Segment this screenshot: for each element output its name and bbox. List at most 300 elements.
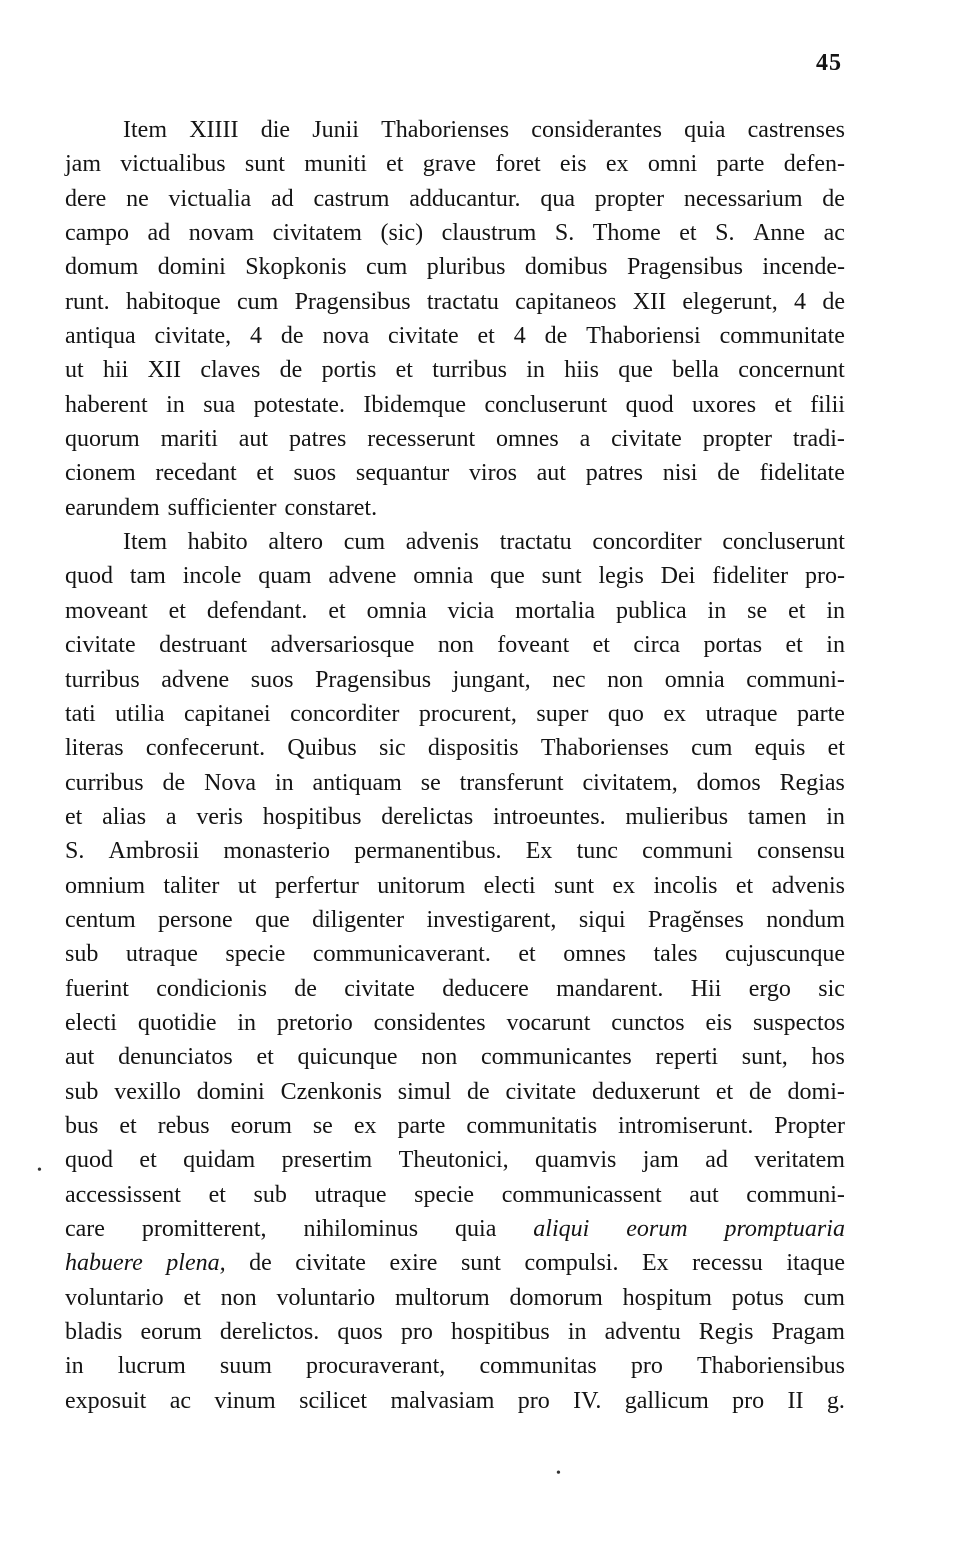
text-line (65, 1281, 845, 1315)
word: utraque (314, 1181, 387, 1208)
word: cionem (65, 460, 136, 487)
word: electi (483, 872, 536, 899)
word: aut (689, 1181, 719, 1208)
word: de (544, 323, 568, 350)
word: et (208, 1181, 226, 1208)
text-line (65, 731, 845, 765)
text-line (65, 834, 845, 868)
word: derelictas (381, 803, 474, 830)
word: de (279, 357, 303, 384)
word: Pragam (771, 1319, 845, 1346)
word: et (168, 597, 186, 624)
word: et (518, 941, 536, 968)
word: diligenter (312, 906, 405, 933)
word: se (420, 769, 441, 796)
word: ac (823, 220, 845, 247)
word: turribus (432, 357, 507, 384)
word: unitorum (377, 872, 466, 899)
word: tamen (747, 803, 807, 830)
word: omnes (563, 941, 626, 968)
word: in (707, 597, 727, 624)
word: tunc (576, 838, 618, 865)
word: et (256, 460, 274, 487)
word: multorum (394, 1284, 490, 1311)
word: scilicet (299, 1387, 368, 1414)
word: de (162, 769, 186, 796)
text-line (65, 1384, 845, 1418)
text-line (65, 1246, 845, 1280)
word: tradi- (792, 426, 845, 453)
word: habito (187, 529, 248, 556)
word: adventu (604, 1319, 681, 1346)
word: simul (397, 1078, 452, 1105)
text-line (65, 250, 845, 284)
word: Junii (312, 117, 359, 143)
word: aliqui (533, 1216, 590, 1242)
word: communicaverant. (312, 941, 491, 968)
word: jungant, (452, 666, 531, 693)
word: Czenkonis (280, 1078, 382, 1105)
word: omnium (65, 872, 146, 899)
word: et (788, 597, 806, 624)
word: considerantes (531, 117, 662, 143)
word: g. (826, 1387, 845, 1414)
word: omni (647, 151, 698, 178)
word: eorum (230, 1112, 292, 1139)
word: accessissent (65, 1181, 181, 1208)
word: in (526, 357, 545, 384)
word: communitate (719, 323, 845, 350)
word: ad (270, 185, 294, 212)
word: Quibus (287, 735, 357, 762)
word: et (119, 1112, 137, 1139)
word: eorum (626, 1216, 688, 1242)
word: a (165, 803, 177, 830)
word: habuere (65, 1250, 143, 1277)
word: S. (65, 838, 85, 865)
word: ex (605, 151, 629, 178)
word: altero (268, 529, 323, 556)
word: vicia (447, 597, 495, 624)
word: Regias (779, 769, 845, 796)
word: Propter (774, 1112, 845, 1139)
word: foret (495, 151, 541, 178)
word: non (421, 1044, 458, 1071)
word: care (65, 1216, 105, 1242)
word: potus (731, 1284, 784, 1311)
word: non (607, 666, 644, 693)
word: haberent (65, 391, 148, 418)
word: veritatem (754, 1147, 845, 1174)
word: sunt (554, 872, 595, 899)
text-line (65, 1212, 845, 1246)
word: Pragĕnses (647, 906, 744, 933)
word: taliter (163, 872, 220, 899)
word: propter (594, 185, 665, 212)
word: aut (65, 1044, 95, 1071)
word: Thaboriensi (586, 323, 701, 350)
word: que (490, 563, 525, 590)
word: parte (397, 1112, 446, 1139)
word: communicantes (481, 1044, 632, 1071)
word: portas (703, 632, 763, 659)
word: tam (129, 563, 166, 590)
text-line (65, 319, 845, 353)
word: cujuscunque (725, 941, 845, 968)
word: eorum (140, 1319, 202, 1346)
word: uxores (692, 391, 757, 418)
word: consensu (756, 838, 845, 865)
word: siqui (578, 906, 626, 933)
word: sunt (244, 151, 285, 178)
text-line (65, 1178, 845, 1212)
text-line (65, 869, 845, 903)
word: condicionis (156, 975, 267, 1002)
word: malvasiam (390, 1387, 495, 1414)
word: ad (705, 1147, 728, 1174)
word: de (294, 975, 317, 1002)
word: concorditer (290, 700, 400, 727)
word: quod (65, 563, 113, 590)
word: in (826, 597, 845, 624)
word: literas (65, 735, 124, 762)
body-text (65, 113, 845, 1418)
word: in (826, 803, 845, 830)
word: Theutonici, (398, 1147, 509, 1174)
word: curribus (65, 769, 144, 796)
word: procuraverant, (306, 1353, 446, 1380)
word: necessarium (683, 185, 803, 212)
word: et (256, 1044, 274, 1071)
word: quod (625, 391, 674, 418)
word: ad (147, 220, 171, 247)
word: victualibus (120, 151, 226, 178)
word: Pragensibus (626, 254, 743, 281)
word: quod (65, 1147, 113, 1174)
word: equis (754, 735, 806, 762)
word: aut (238, 426, 269, 453)
word: sub (65, 1078, 99, 1105)
word: hospitibus (450, 1319, 550, 1346)
word: et (65, 803, 83, 830)
word: pro (732, 1387, 765, 1414)
word: deducere (442, 975, 529, 1002)
word: omnia (366, 597, 427, 624)
word: domibus (524, 254, 608, 281)
word: communi (642, 838, 733, 865)
word: advenis (771, 872, 845, 899)
word: castrum (313, 185, 390, 212)
word: tractatu (426, 288, 499, 315)
word: recesserunt (367, 426, 476, 453)
word: presertim (281, 1147, 373, 1174)
word: utilia (115, 700, 165, 727)
word: jam (65, 151, 101, 178)
text-line (65, 456, 845, 490)
word: moveant (65, 597, 148, 624)
word: sic (379, 735, 406, 762)
word: reperti (655, 1044, 719, 1071)
word: domini (196, 1078, 265, 1105)
word: qua (540, 185, 575, 212)
word: capitaneos (515, 288, 617, 315)
word: concorditer (592, 529, 702, 556)
word: domi- (787, 1078, 845, 1105)
word: monasterio (223, 838, 331, 865)
word: transferunt (459, 769, 564, 796)
word: ex (612, 872, 636, 899)
word: perfertur (274, 872, 359, 899)
word: suos (293, 460, 337, 487)
word: communitas (479, 1353, 597, 1380)
word: et (827, 735, 845, 762)
word: tractatu (499, 529, 572, 556)
word: dispositis (427, 735, 519, 762)
word: compulsi. (524, 1250, 619, 1277)
word: domini (157, 254, 226, 281)
word: mulieribus (625, 803, 729, 830)
word: denunciatos (118, 1044, 233, 1071)
word: in (567, 1319, 587, 1346)
word: potestate. (253, 391, 345, 418)
word: cum (236, 288, 279, 315)
word: advenis (405, 529, 480, 556)
word: (sic) (380, 220, 424, 247)
word: incole (182, 563, 242, 590)
word: et (785, 632, 803, 659)
word: ex (663, 700, 686, 727)
word: Pragensibus (294, 288, 411, 315)
text-line (65, 1315, 845, 1349)
word: quos (337, 1319, 383, 1346)
word: quidam (183, 1147, 256, 1174)
word: die (260, 117, 291, 143)
word: alias (102, 803, 147, 830)
word: antiqua (65, 323, 136, 350)
word: Regis (698, 1319, 754, 1346)
word: in (274, 769, 294, 796)
word: suum (219, 1353, 272, 1380)
word: quia (684, 117, 726, 143)
word: quam (258, 563, 312, 590)
word: specie (414, 1181, 475, 1208)
word: patres (585, 460, 644, 487)
word: aut (536, 460, 566, 487)
word: Thaborienses (540, 735, 669, 762)
word: et (386, 151, 404, 178)
word: persone (158, 906, 233, 933)
text-line (65, 972, 845, 1006)
word: que (618, 357, 653, 384)
word: quo (607, 700, 644, 727)
word: de (822, 288, 845, 315)
word: portis (321, 357, 377, 384)
word: publica (615, 597, 687, 624)
word: incolis (653, 872, 718, 899)
word: et (592, 632, 610, 659)
word: defendant. (206, 597, 308, 624)
text-line (65, 628, 845, 662)
word: de (280, 323, 304, 350)
word: antiquam (312, 769, 402, 796)
text-line (65, 147, 845, 181)
word: civitatem (272, 220, 362, 247)
word: bus (65, 1112, 99, 1139)
word: permanentibus. (354, 838, 502, 865)
word: propter (702, 426, 772, 453)
word: incende- (762, 254, 845, 281)
word: concluserunt (484, 391, 608, 418)
word: suos (250, 666, 294, 693)
word: eis (559, 151, 587, 178)
word: 4 (250, 323, 263, 350)
word: circa (633, 632, 681, 659)
word: et (183, 1284, 201, 1311)
word: Ex (525, 838, 553, 865)
word: et (679, 220, 697, 247)
word: tales (653, 941, 698, 968)
word: quicunque (297, 1044, 398, 1071)
word: et (395, 357, 413, 384)
word: domos (696, 769, 761, 796)
word: Dei (660, 563, 696, 590)
word: campo (65, 220, 129, 247)
text-line (65, 113, 845, 147)
word: sub (65, 941, 99, 968)
word: utraque (705, 700, 778, 727)
text-line (65, 422, 845, 456)
word: nec (552, 666, 586, 693)
word: grave (422, 151, 477, 178)
word: domorum (509, 1284, 603, 1311)
word: cum (343, 529, 386, 556)
word: quotidie (137, 1009, 217, 1036)
word: parte (796, 700, 845, 727)
word: specie (225, 941, 286, 968)
word: II (787, 1387, 804, 1414)
word: mandarent. (556, 975, 664, 1002)
word: jam (642, 1147, 679, 1174)
word: parte (716, 151, 765, 178)
word: pro (400, 1319, 433, 1346)
word: de (822, 185, 845, 212)
word: nihilominus (303, 1216, 419, 1242)
word: considentes (373, 1009, 486, 1036)
word: tati (65, 700, 96, 727)
text-line (65, 559, 845, 593)
word: confecerunt. (145, 735, 266, 762)
word: recedant (155, 460, 237, 487)
word: civitate (344, 975, 415, 1002)
word: introeuntes. (492, 803, 606, 830)
word: voluntario (276, 1284, 376, 1311)
word: ac (169, 1387, 192, 1414)
text-line (65, 1349, 845, 1383)
word: fidelitate (759, 460, 845, 487)
word: deduxerunt (592, 1078, 700, 1105)
word: et (735, 872, 754, 899)
word: concernunt (738, 357, 845, 384)
word: defen- (783, 151, 845, 178)
word: bladis (65, 1319, 123, 1346)
word: pro (517, 1387, 550, 1414)
text-line (65, 903, 845, 937)
word: XII (632, 288, 667, 315)
word: sua (203, 391, 236, 418)
word: eis (705, 1009, 733, 1036)
word: ut (237, 872, 257, 899)
word: cunctos (611, 1009, 685, 1036)
word: promptuaria (724, 1216, 845, 1242)
word: sunt (460, 1250, 501, 1277)
word: cum (691, 735, 733, 762)
word: communi- (746, 666, 845, 693)
word: muniti (304, 151, 367, 178)
word: nisi (662, 460, 698, 487)
word: sequantur (355, 460, 450, 487)
word: sic (818, 975, 845, 1002)
word: earundem (65, 494, 160, 521)
word: capitanei (183, 700, 271, 727)
word: nondum (766, 906, 845, 933)
word: pluribus (426, 254, 506, 281)
word: non (437, 632, 474, 659)
text-line (65, 697, 845, 731)
text-line (65, 216, 845, 250)
word: vocarunt (506, 1009, 591, 1036)
word: S. (554, 220, 575, 247)
word: omnia (664, 666, 725, 693)
word: de (717, 460, 740, 487)
word: bella (672, 357, 719, 384)
word: quamvis (535, 1147, 617, 1174)
word: promitterent, (141, 1216, 267, 1242)
word: nova (322, 323, 370, 350)
word: S. (715, 220, 735, 247)
word: Skopkonis (245, 254, 347, 281)
word: in (826, 632, 845, 659)
word: mariti (160, 426, 218, 453)
word: in (237, 1009, 256, 1036)
word: gallicum (624, 1387, 709, 1414)
word: Ex (641, 1250, 669, 1277)
word: civitate (505, 1078, 577, 1105)
word: Nova (204, 769, 257, 796)
word: castrenses (747, 117, 845, 143)
word: constaret. (284, 494, 378, 521)
word: hiis (564, 357, 599, 384)
word: Thaboriensibus (697, 1353, 845, 1380)
word: et (774, 391, 792, 418)
word: de (466, 1078, 490, 1105)
word: ex (353, 1112, 377, 1139)
word: veris (196, 803, 243, 830)
word: itaque (786, 1250, 845, 1277)
word: 4 (794, 288, 807, 315)
word: recessu (692, 1250, 763, 1277)
text-line (65, 800, 845, 834)
word: et (328, 597, 346, 624)
word: novam (188, 220, 255, 247)
word: filii (810, 391, 845, 418)
text-line (65, 525, 845, 559)
word: et (477, 323, 495, 350)
word: hii (103, 357, 129, 384)
text-line (65, 285, 845, 319)
word: adducantur. (409, 185, 521, 212)
word: claves (200, 357, 261, 384)
word: rebus (157, 1112, 210, 1139)
